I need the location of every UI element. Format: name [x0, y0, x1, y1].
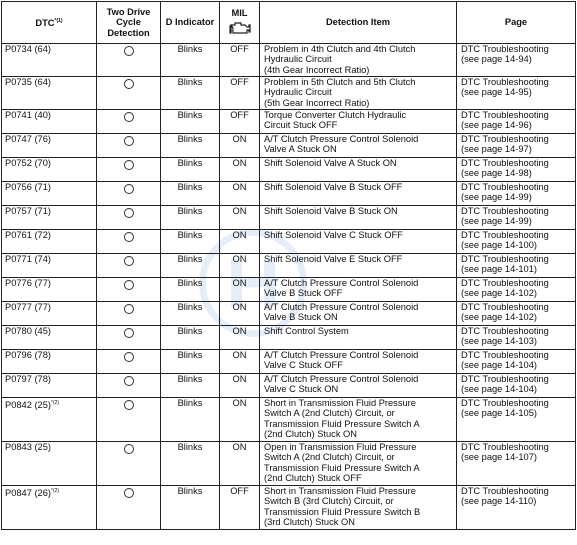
page-reference[interactable]: (see page 14-97)	[461, 144, 532, 155]
header-page: Page	[457, 2, 576, 44]
cell-mil: OFF	[220, 44, 260, 77]
cell-page	[457, 254, 576, 278]
cell-page	[457, 134, 576, 158]
cell-dtc	[2, 254, 97, 278]
detection-item-line: Shift Solenoid Valve E Stuck OFF	[264, 254, 403, 264]
troubleshooting-link[interactable]: DTC Troubleshooting	[461, 442, 549, 452]
circle-icon	[124, 444, 134, 454]
cell-mil: ON	[220, 374, 260, 398]
troubleshooting-link[interactable]: DTC Troubleshooting	[461, 44, 549, 54]
circle-icon	[124, 79, 134, 89]
cell-detection-item	[260, 44, 457, 77]
cell-d-indicator: Blinks	[161, 442, 220, 486]
cell-detection-item	[260, 326, 457, 350]
circle-icon	[124, 488, 134, 498]
cell-two-drive-cycle	[97, 442, 161, 486]
cell-two-drive-cycle	[97, 398, 161, 442]
cell-detection-item	[260, 442, 457, 486]
cell-mil: ON	[220, 158, 260, 182]
cell-dtc	[2, 110, 97, 134]
cell-d-indicator: Blinks	[161, 374, 220, 398]
detection-item-line: Hydraulic Circuit	[264, 87, 332, 98]
cell-page	[457, 77, 576, 110]
page-reference[interactable]: (see page 14-104)	[461, 360, 537, 371]
dtc-code: P0756 (71)	[5, 182, 51, 192]
troubleshooting-link[interactable]: DTC Troubleshooting	[461, 110, 549, 120]
cell-detection-item	[260, 302, 457, 326]
detection-item-line: Shift Solenoid Valve C Stuck OFF	[264, 230, 403, 240]
page-reference[interactable]: (see page 14-101)	[461, 264, 537, 275]
dtc-footnote-mark: *(2)	[51, 400, 60, 406]
cell-d-indicator: Blinks	[161, 230, 220, 254]
header-d-indicator: D Indicator	[161, 2, 220, 44]
table-row	[2, 486, 576, 530]
cell-dtc	[2, 326, 97, 350]
detection-item-line: Transmission Fluid Pressure Switch A	[264, 462, 420, 473]
circle-icon	[124, 328, 134, 338]
cell-d-indicator: Blinks	[161, 398, 220, 442]
troubleshooting-link[interactable]: DTC Troubleshooting	[461, 158, 549, 168]
dtc-code: P0734 (64)	[5, 44, 51, 54]
table-row	[2, 230, 576, 254]
detection-item-line: Valve B Stuck ON	[264, 312, 338, 323]
cell-two-drive-cycle	[97, 486, 161, 530]
cell-two-drive-cycle	[97, 230, 161, 254]
table-row	[2, 134, 576, 158]
dtc-code: P0780 (45)	[5, 326, 51, 336]
cell-two-drive-cycle	[97, 158, 161, 182]
detection-item-line: A/T Clutch Pressure Control Solenoid	[264, 134, 419, 144]
page-reference[interactable]: (see page 14-104)	[461, 384, 537, 395]
detection-item-line: (3rd Clutch) Stuck ON	[264, 517, 355, 528]
page-reference[interactable]: (see page 14-110)	[461, 496, 537, 507]
detection-item-line: Switch A (2nd Clutch) Circuit, or	[264, 408, 395, 419]
cell-detection-item	[260, 398, 457, 442]
cell-page	[457, 326, 576, 350]
cell-dtc	[2, 374, 97, 398]
detection-item-line: Short in Transmission Fluid Pressure	[264, 398, 416, 408]
cell-d-indicator: Blinks	[161, 278, 220, 302]
dtc-code: P0797 (78)	[5, 374, 51, 384]
cell-page	[457, 350, 576, 374]
cell-d-indicator: Blinks	[161, 486, 220, 530]
cell-d-indicator: Blinks	[161, 206, 220, 230]
cell-two-drive-cycle	[97, 302, 161, 326]
cell-page	[457, 278, 576, 302]
dtc-code: P0796 (78)	[5, 350, 51, 360]
cell-dtc	[2, 302, 97, 326]
cell-two-drive-cycle	[97, 110, 161, 134]
cell-page	[457, 302, 576, 326]
detection-item-line: Torque Converter Clutch Hydraulic	[264, 110, 407, 120]
cell-dtc	[2, 44, 97, 77]
cell-mil: OFF	[220, 486, 260, 530]
cell-d-indicator: Blinks	[161, 77, 220, 110]
cell-page	[457, 182, 576, 206]
dtc-code: P0752 (70)	[5, 158, 51, 168]
detection-item-line: (2nd Clutch) Stuck OFF	[264, 473, 362, 484]
page-reference[interactable]: (see page 14-102)	[461, 288, 537, 299]
detection-item-line: Circuit Stuck OFF	[264, 120, 338, 131]
page-reference[interactable]: (see page 14-105)	[461, 408, 537, 419]
detection-item-line: Problem in 5th Clutch and 5th Clutch	[264, 77, 416, 87]
table-row	[2, 278, 576, 302]
cell-mil: ON	[220, 350, 260, 374]
detection-item-line: Valve B Stuck OFF	[264, 288, 343, 299]
cell-two-drive-cycle	[97, 206, 161, 230]
cell-detection-item	[260, 230, 457, 254]
cell-detection-item	[260, 486, 457, 530]
cell-mil: ON	[220, 398, 260, 442]
detection-item-line: Shift Solenoid Valve B Stuck OFF	[264, 182, 403, 192]
detection-item-line: Short in Transmission Fluid Pressure	[264, 486, 416, 496]
cell-mil: ON	[220, 278, 260, 302]
table-row	[2, 206, 576, 230]
cell-two-drive-cycle	[97, 350, 161, 374]
cell-dtc	[2, 486, 97, 530]
cell-mil: ON	[220, 230, 260, 254]
cell-d-indicator: Blinks	[161, 182, 220, 206]
troubleshooting-link[interactable]: DTC Troubleshooting	[461, 206, 549, 216]
circle-icon	[124, 46, 134, 56]
cell-detection-item	[260, 158, 457, 182]
cell-d-indicator: Blinks	[161, 134, 220, 158]
detection-item-line: (4th Gear Incorrect Ratio)	[264, 64, 370, 75]
circle-icon	[124, 160, 134, 170]
detection-item-line: (5th Gear Incorrect Ratio)	[264, 97, 370, 108]
table-row	[2, 374, 576, 398]
page-reference[interactable]: (see page 14-98)	[461, 168, 532, 179]
cell-dtc	[2, 442, 97, 486]
detection-item-line: A/T Clutch Pressure Control Solenoid	[264, 278, 419, 288]
cell-d-indicator: Blinks	[161, 326, 220, 350]
dtc-code: P0761 (72)	[5, 230, 51, 240]
circle-icon	[124, 400, 134, 410]
detection-item-line: (2nd Clutch) Stuck ON	[264, 429, 358, 440]
cell-detection-item	[260, 254, 457, 278]
detection-item-line: Shift Solenoid Valve B Stuck ON	[264, 206, 398, 216]
troubleshooting-link[interactable]: DTC Troubleshooting	[461, 350, 549, 360]
table-row	[2, 44, 576, 77]
circle-icon	[124, 112, 134, 122]
table-row	[2, 442, 576, 486]
cell-dtc	[2, 398, 97, 442]
cell-page	[457, 398, 576, 442]
cell-page	[457, 230, 576, 254]
detection-item-line: Switch B (3rd Clutch) Circuit, or	[264, 496, 394, 507]
cell-detection-item	[260, 350, 457, 374]
cell-dtc	[2, 134, 97, 158]
cell-mil: ON	[220, 254, 260, 278]
cell-detection-item	[260, 110, 457, 134]
dtc-code: P0776 (77)	[5, 278, 51, 288]
dtc-code: P0842 (25)	[5, 400, 51, 411]
cell-detection-item	[260, 206, 457, 230]
troubleshooting-link[interactable]: DTC Troubleshooting	[461, 302, 549, 312]
troubleshooting-link[interactable]: DTC Troubleshooting	[461, 182, 549, 192]
table-row	[2, 350, 576, 374]
cell-d-indicator: Blinks	[161, 254, 220, 278]
page-reference[interactable]: (see page 14-102)	[461, 312, 537, 323]
detection-item-line: A/T Clutch Pressure Control Solenoid	[264, 350, 419, 360]
cell-dtc	[2, 182, 97, 206]
detection-item-line: Problem in 4th Clutch and 4th Clutch	[264, 44, 416, 54]
cell-mil: ON	[220, 134, 260, 158]
cell-dtc	[2, 230, 97, 254]
cell-detection-item	[260, 134, 457, 158]
page-reference[interactable]: (see page 14-99)	[461, 216, 532, 227]
circle-icon	[124, 208, 134, 218]
table-row	[2, 158, 576, 182]
check-engine-icon	[228, 21, 252, 35]
dtc-code: P0747 (76)	[5, 134, 51, 144]
cell-detection-item	[260, 182, 457, 206]
dtc-code: P0757 (71)	[5, 206, 51, 216]
circle-icon	[124, 280, 134, 290]
detection-item-line: Shift Control System	[264, 326, 349, 336]
cell-two-drive-cycle	[97, 44, 161, 77]
circle-icon	[124, 136, 134, 146]
page-reference[interactable]: (see page 14-107)	[461, 452, 537, 463]
cell-mil: ON	[220, 326, 260, 350]
cell-d-indicator: Blinks	[161, 44, 220, 77]
table-row	[2, 326, 576, 350]
troubleshooting-link[interactable]: DTC Troubleshooting	[461, 77, 549, 87]
cell-page	[457, 442, 576, 486]
circle-icon	[124, 352, 134, 362]
cell-d-indicator: Blinks	[161, 350, 220, 374]
cell-page	[457, 158, 576, 182]
cell-d-indicator: Blinks	[161, 110, 220, 134]
dtc-code: P0741 (40)	[5, 110, 51, 120]
table-row	[2, 77, 576, 110]
detection-item-line: Open in Transmission Fluid Pressure	[264, 442, 417, 452]
page-reference[interactable]: (see page 14-96)	[461, 120, 532, 131]
page-reference[interactable]: (see page 14-103)	[461, 336, 537, 347]
detection-item-line: Valve C Stuck ON	[264, 384, 339, 395]
cell-two-drive-cycle	[97, 278, 161, 302]
detection-item-line: Shift Solenoid Valve A Stuck ON	[264, 158, 397, 168]
circle-icon	[124, 184, 134, 194]
cell-page	[457, 374, 576, 398]
dtc-code: P0843 (25)	[5, 442, 51, 452]
page-reference[interactable]: (see page 14-100)	[461, 240, 537, 251]
troubleshooting-link[interactable]: DTC Troubleshooting	[461, 486, 549, 496]
dtc-code: P0777 (77)	[5, 302, 51, 312]
cell-page	[457, 486, 576, 530]
table-row	[2, 254, 576, 278]
cell-mil: ON	[220, 302, 260, 326]
detection-item-line: Hydraulic Circuit	[264, 54, 332, 65]
troubleshooting-link[interactable]: DTC Troubleshooting	[461, 326, 549, 336]
circle-icon	[124, 232, 134, 242]
table-row	[2, 302, 576, 326]
cell-detection-item	[260, 77, 457, 110]
cell-dtc	[2, 206, 97, 230]
page-reference[interactable]: (see page 14-95)	[461, 87, 532, 98]
header-detection-item: Detection Item	[260, 2, 457, 44]
circle-icon	[124, 256, 134, 266]
header-two-drive-cycle: Two Drive Cycle Detection	[97, 2, 161, 44]
page-reference[interactable]: (see page 14-94)	[461, 54, 532, 65]
header-dtc: DTC$^{*(1)}$	[2, 2, 97, 44]
cell-mil: ON	[220, 182, 260, 206]
detection-item-line: Switch A (2nd Clutch) Circuit, or	[264, 452, 395, 463]
detection-item-line: A/T Clutch Pressure Control Solenoid	[264, 374, 419, 384]
detection-item-line: Transmission Fluid Pressure Switch B	[264, 506, 421, 517]
cell-page	[457, 44, 576, 77]
cell-mil: OFF	[220, 110, 260, 134]
table-row	[2, 182, 576, 206]
cell-dtc	[2, 350, 97, 374]
detection-item-line: Transmission Fluid Pressure Switch A	[264, 418, 420, 429]
cell-two-drive-cycle	[97, 77, 161, 110]
detection-item-line: Valve C Stuck OFF	[264, 360, 343, 371]
dtc-code: P0847 (26)	[5, 488, 51, 499]
cell-mil: ON	[220, 442, 260, 486]
troubleshooting-link[interactable]: DTC Troubleshooting	[461, 374, 549, 384]
dtc-table	[1, 1, 576, 530]
dtc-code: P0771 (74)	[5, 254, 51, 264]
cell-mil: OFF	[220, 77, 260, 110]
cell-two-drive-cycle	[97, 182, 161, 206]
troubleshooting-link[interactable]: DTC Troubleshooting	[461, 134, 549, 144]
detection-item-line: A/T Clutch Pressure Control Solenoid	[264, 302, 419, 312]
detection-item-line: Valve A Stuck ON	[264, 144, 337, 155]
circle-icon	[124, 376, 134, 386]
table-header-row	[2, 2, 576, 44]
header-mil: MIL	[220, 2, 260, 44]
circle-icon	[124, 304, 134, 314]
cell-page	[457, 110, 576, 134]
cell-dtc	[2, 278, 97, 302]
cell-d-indicator: Blinks	[161, 158, 220, 182]
troubleshooting-link[interactable]: DTC Troubleshooting	[461, 230, 549, 240]
cell-two-drive-cycle	[97, 134, 161, 158]
troubleshooting-link[interactable]: DTC Troubleshooting	[461, 278, 549, 288]
troubleshooting-link[interactable]: DTC Troubleshooting	[461, 398, 549, 408]
cell-detection-item	[260, 278, 457, 302]
cell-two-drive-cycle	[97, 254, 161, 278]
dtc-code: P0735 (64)	[5, 77, 51, 87]
cell-mil: ON	[220, 206, 260, 230]
table-row	[2, 110, 576, 134]
troubleshooting-link[interactable]: DTC Troubleshooting	[461, 254, 549, 264]
cell-page	[457, 206, 576, 230]
cell-dtc	[2, 158, 97, 182]
cell-two-drive-cycle	[97, 326, 161, 350]
cell-detection-item	[260, 374, 457, 398]
page-reference[interactable]: (see page 14-99)	[461, 192, 532, 203]
cell-d-indicator: Blinks	[161, 302, 220, 326]
cell-dtc	[2, 77, 97, 110]
table-row	[2, 398, 576, 442]
cell-two-drive-cycle	[97, 374, 161, 398]
dtc-footnote-mark: *(2)	[51, 488, 60, 494]
